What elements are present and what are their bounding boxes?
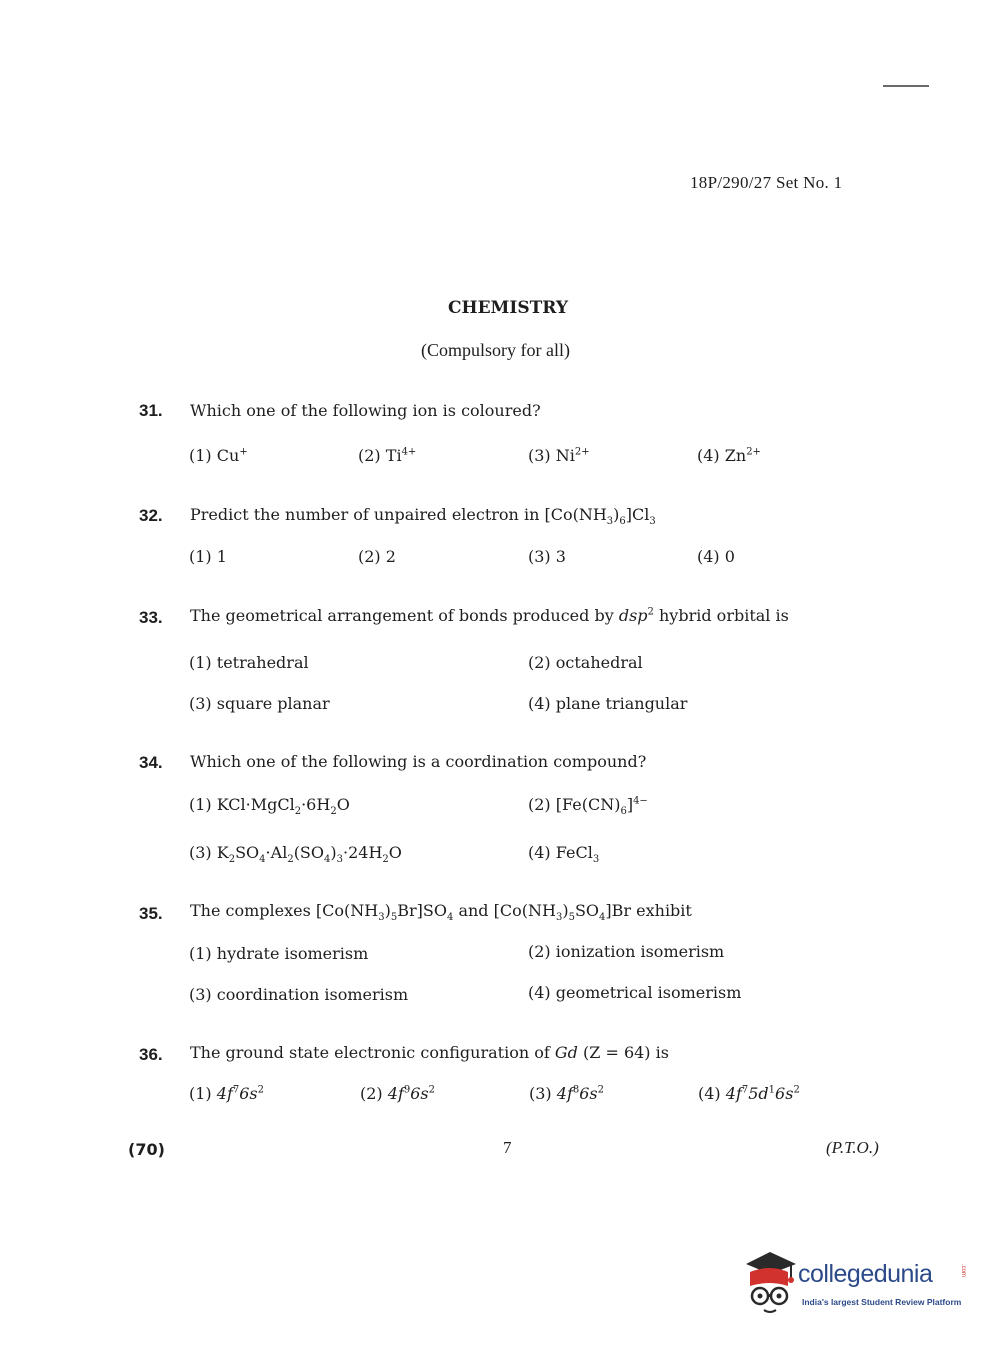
question-number: 35.: [139, 904, 163, 923]
question-text: The complexes $[Co(NH_3)_5Br]SO_4$ and $[Co(NH_3)_5SO_4]Br$ exhibit: [190, 901, 692, 924]
option: (4) geometrical isomerism: [528, 983, 742, 1002]
mascot-icon: [742, 1250, 802, 1314]
brand-name: collegedunia: [798, 1260, 933, 1288]
option: (1) hydrate isomerism: [189, 944, 369, 963]
question-number: 36.: [139, 1045, 163, 1064]
top-rule: [883, 85, 929, 87]
question-number: 34.: [139, 753, 163, 772]
question-number: 32.: [139, 506, 163, 525]
option: (3) square planar: [189, 694, 330, 713]
option: (4) $Zn^{2+}$: [697, 446, 761, 465]
option: (1) tetrahedral: [189, 653, 309, 672]
option: (1) $KCl\cdot MgCl_2\cdot 6H_2O$: [189, 795, 350, 818]
question-number: 33.: [139, 608, 163, 627]
section-subtitle: (Compulsory for all): [421, 340, 570, 360]
question-number: 31.: [139, 401, 163, 420]
question-text: Which one of the following is a coordination compound?: [190, 752, 647, 771]
option: (3) $K_2SO_4\cdot Al_2(SO_4)_3\cdot 24H_2O$: [189, 843, 402, 866]
option: (2) octahedral: [528, 653, 643, 672]
footer-code: (70): [128, 1140, 165, 1159]
collegedunia-logo: [742, 1250, 970, 1314]
option: (1) Cu+: [189, 446, 248, 465]
section-title: CHEMISTRY: [448, 298, 568, 318]
option: (4) $4f^75d^16s^2$: [698, 1084, 800, 1103]
option: (3) coordination isomerism: [189, 985, 409, 1004]
option: (4) FeCl$_3$: [528, 843, 600, 866]
option: (1) $4f^76s^2$: [189, 1084, 265, 1103]
option: (1) 1: [189, 547, 227, 566]
option: (3) $Ni^{2+}$: [528, 446, 590, 465]
option: (4) 0: [697, 547, 735, 566]
page-number: 7: [503, 1138, 512, 1157]
question-text: The ground state electronic configuration of Gd (Z = 64) is: [190, 1043, 669, 1062]
question-text: The geometrical arrangement of bonds produced by dsp$^2$ hybrid orbital is: [190, 606, 789, 625]
option: (2) $4f^96s^2$: [360, 1084, 436, 1103]
option: (4) plane triangular: [528, 694, 688, 713]
option: (2) $[Fe(CN)_6]^{4-}$: [528, 795, 648, 818]
option: (2) ionization isomerism: [528, 942, 725, 961]
question-text: Predict the number of unpaired electron in $[Co(NH_3)_6]Cl_3$: [190, 505, 656, 528]
option: (2) 2: [358, 547, 396, 566]
option: (3) $4f^86s^2$: [529, 1084, 605, 1103]
option: (2) $Ti^{4+}$: [358, 446, 417, 465]
option: (3) 3: [528, 547, 566, 566]
set-number: 18P/290/27 Set No. 1: [690, 173, 843, 192]
question-text: Which one of the following ion is coloured?: [190, 401, 541, 420]
brand-com: .com: [960, 1264, 966, 1278]
pto-note: (P.T.O.): [826, 1138, 879, 1157]
brand-tagline: India's largest Student Review Platform: [802, 1297, 962, 1307]
